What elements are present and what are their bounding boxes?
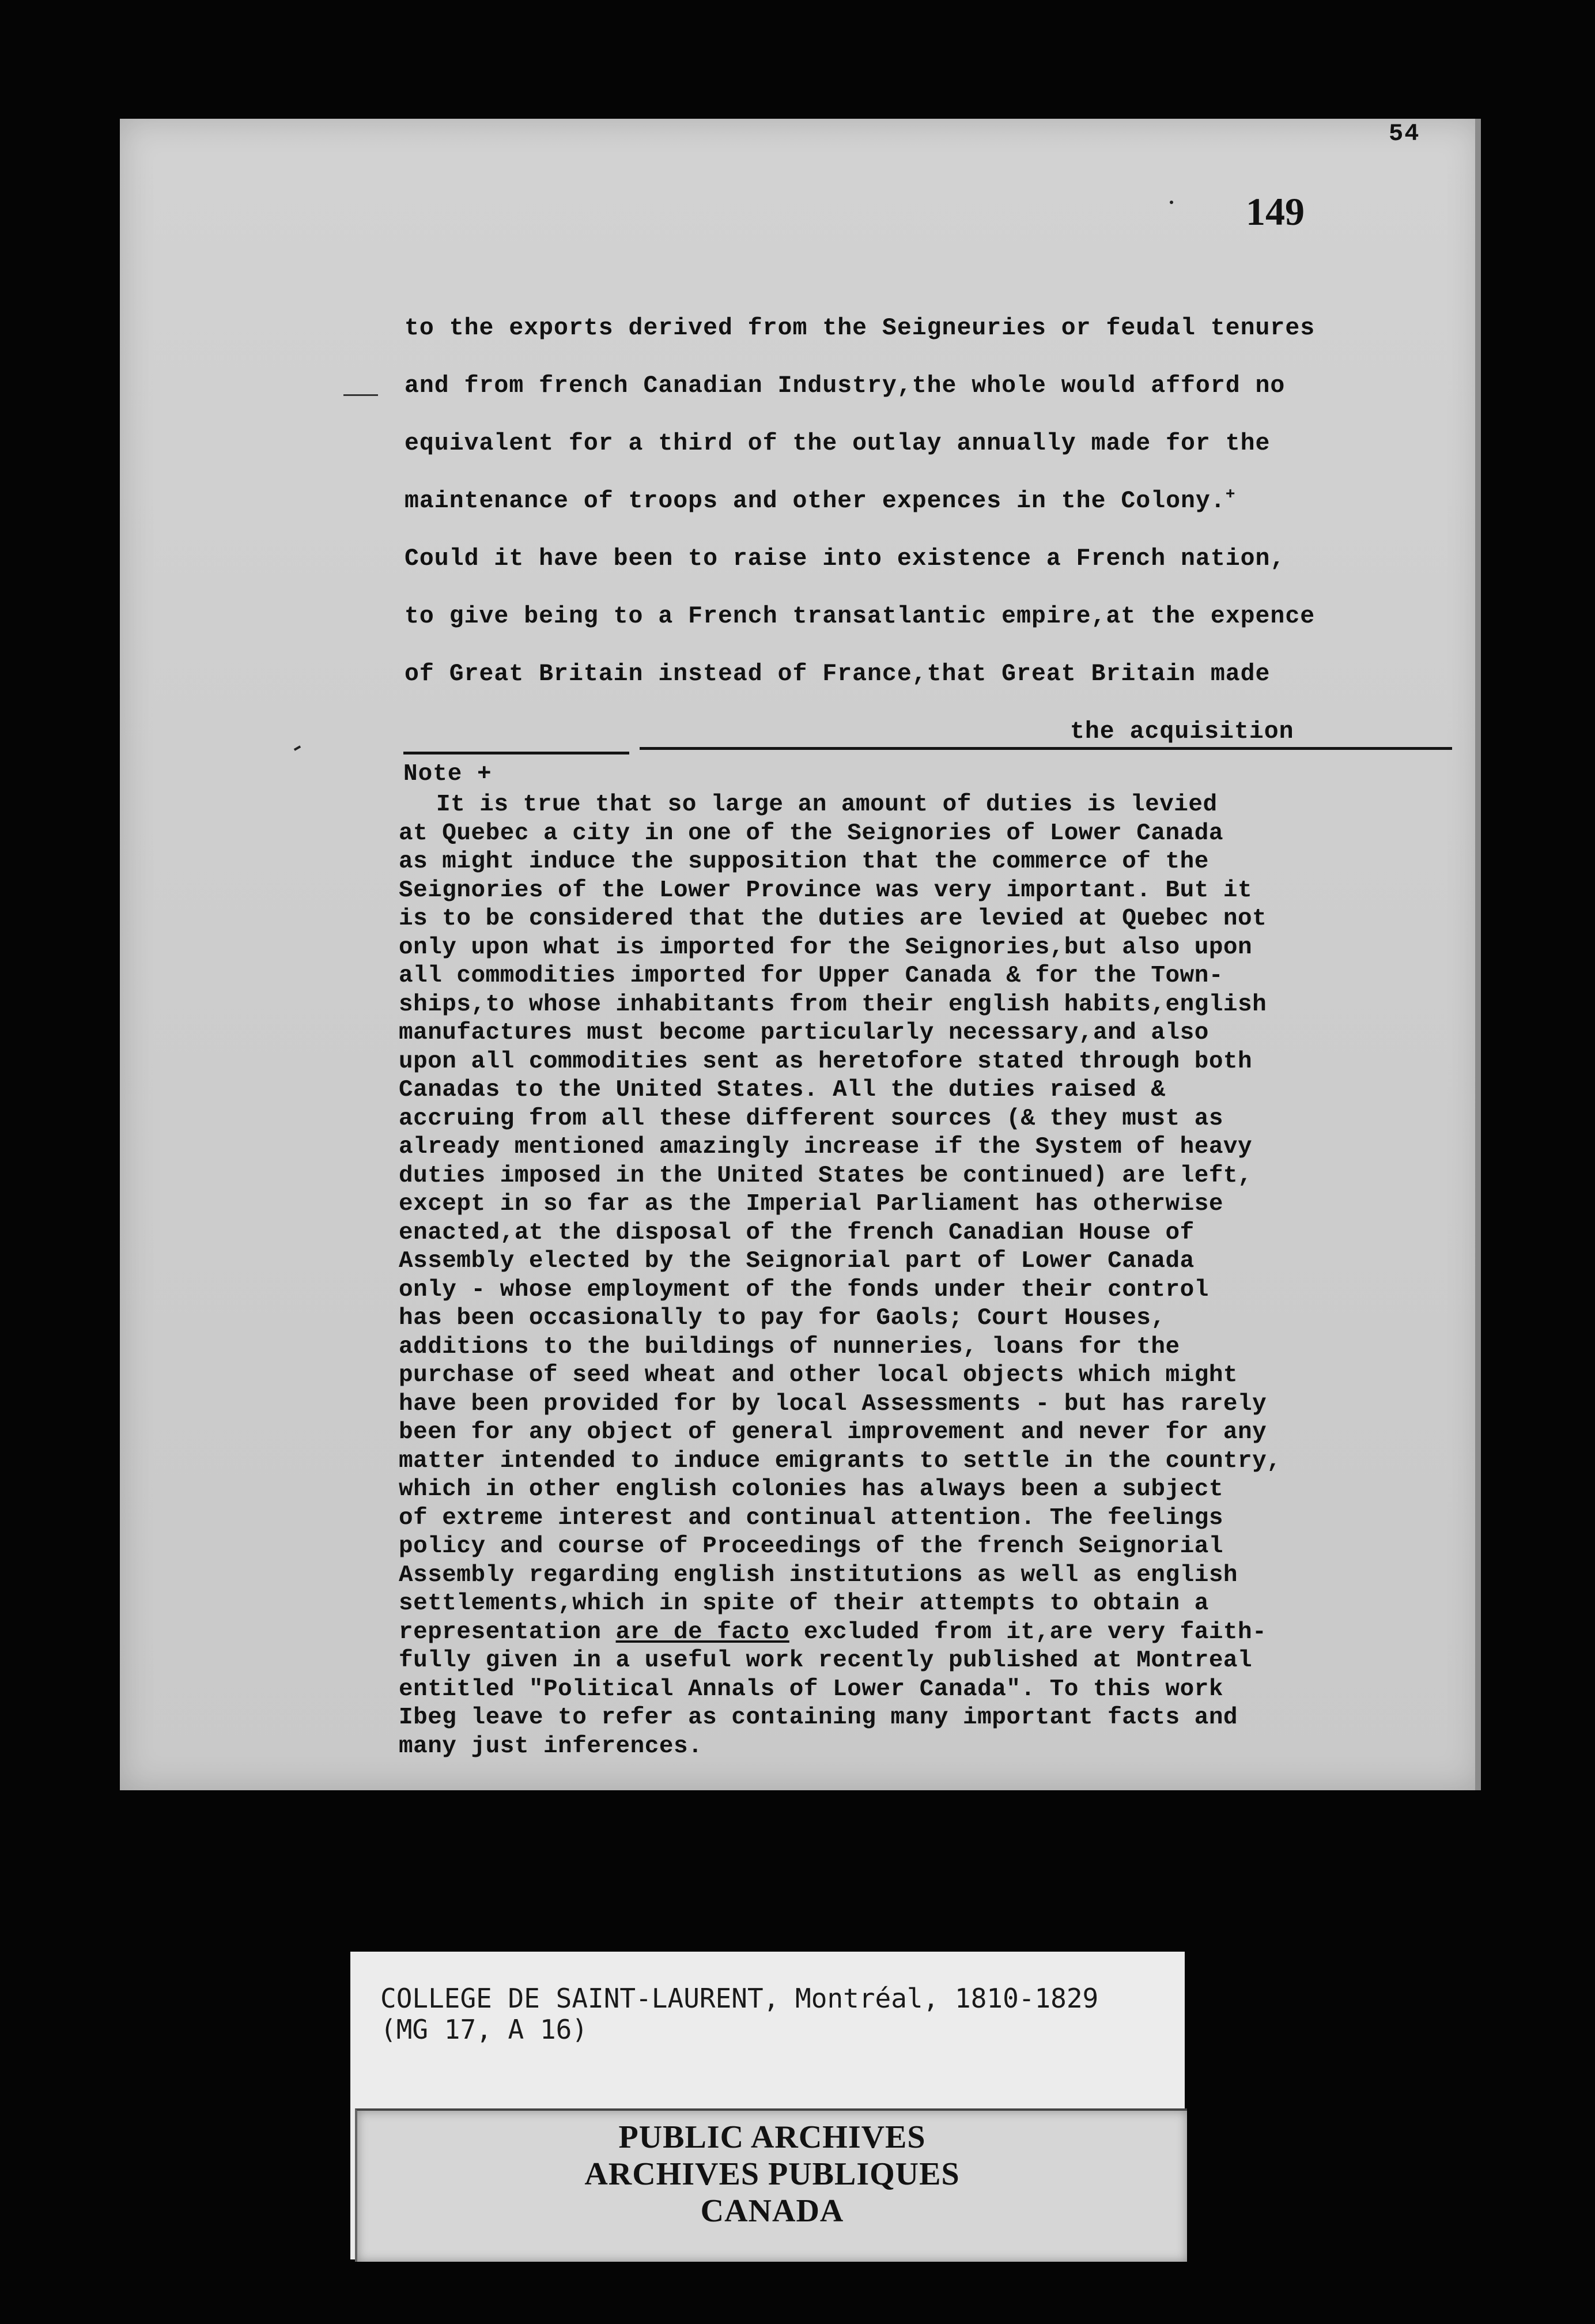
note-line: manufactures must become particularly necessary,and also bbox=[399, 1020, 1209, 1046]
body-line: Could it have been to raise into existence a French nation, bbox=[405, 545, 1286, 572]
ink-speck bbox=[1170, 201, 1173, 204]
note-line: fully given in a useful work recently published at Montreal bbox=[399, 1647, 1253, 1674]
note-line: Assembly regarding english institutions as well as english bbox=[399, 1561, 1238, 1589]
note-line: duties imposed in the United States be continued) are left, bbox=[399, 1162, 1253, 1189]
note-text-segment: excluded from it,are very faith- bbox=[789, 1618, 1267, 1646]
note-line: additions to the buildings of nunneries, loans for the bbox=[399, 1333, 1180, 1360]
body-line: equivalent for a third of the outlay annually made for the bbox=[405, 430, 1271, 457]
main-body-text bbox=[405, 300, 1315, 761]
fonds-title: COLLEGE DE SAINT-LAURENT, Montréal, 1810-1829 bbox=[380, 1983, 1099, 2014]
note-line: settlements,which in spite of their attempts to obtain a bbox=[399, 1590, 1209, 1617]
note-line: policy and course of Proceedings of the french Seignorial bbox=[399, 1533, 1223, 1560]
stamp-line-french: ARCHIVES PUBLIQUES bbox=[584, 2156, 960, 2192]
note-line: only upon what is imported for the Seignories,but also upon bbox=[399, 934, 1253, 961]
body-line: and from french Canadian Industry,the whole would afford no bbox=[405, 372, 1286, 399]
note-line: only - whose employment of the fonds under their control bbox=[399, 1276, 1209, 1303]
footnote-rule bbox=[640, 747, 1452, 750]
note-line: accruing from all these different sources (& they must as bbox=[399, 1105, 1223, 1132]
note-text-segment: representation bbox=[399, 1618, 616, 1646]
note-line: entitled "Political Annals of Lower Canada". To this work bbox=[399, 1676, 1223, 1703]
body-line: of Great Britain instead of France,that Great Britain made bbox=[405, 661, 1271, 688]
note-line: Assembly elected by the Seignorial part of Lower Canada bbox=[399, 1248, 1195, 1274]
margin-mark bbox=[343, 394, 378, 396]
footnote-marker: + bbox=[1225, 486, 1236, 504]
stamp-line-english: PUBLIC ARCHIVES bbox=[618, 2119, 926, 2155]
note-line: It is true that so large an amount of duties is levied bbox=[436, 791, 1218, 818]
folio-number: 54 bbox=[1389, 120, 1420, 148]
page-number: 149 bbox=[1246, 190, 1305, 233]
note-line: already mentioned amazingly increase if the System of heavy bbox=[399, 1134, 1253, 1160]
note-line: have been provided for by local Assessments - but has rarely bbox=[399, 1390, 1267, 1417]
body-line: to the exports derived from the Seigneuries or feudal tenures bbox=[405, 315, 1316, 342]
archive-label-card bbox=[350, 1952, 1185, 2259]
note-line bbox=[399, 1618, 1459, 1647]
note-line: of extreme interest and continual attention. The feelings bbox=[399, 1504, 1223, 1531]
fonds-call-number: (MG 17, A 16) bbox=[380, 2014, 588, 2045]
note-line: Ibeg leave to refer as containing many important facts and bbox=[399, 1704, 1238, 1731]
body-line-text: maintenance of troops and other expences in the Colony. bbox=[405, 488, 1226, 515]
note-heading: Note + bbox=[403, 761, 492, 787]
note-line: Seignories of the Lower Province was very important. But it bbox=[399, 877, 1253, 904]
note-line: which in other english colonies has always been a subject bbox=[399, 1476, 1223, 1503]
note-line: except in so far as the Imperial Parliament has otherwise bbox=[399, 1191, 1223, 1217]
note-line: upon all commodities sent as heretofore stated through both bbox=[399, 1048, 1253, 1075]
note-line: purchase of seed wheat and other local objects which might bbox=[399, 1362, 1238, 1389]
body-line: to give being to a French transatlantic empire,at the expence bbox=[405, 603, 1316, 630]
note-line: matter intended to induce emigrants to settle in the country, bbox=[399, 1447, 1282, 1474]
note-line: at Quebec a city in one of the Seignories of Lower Canada bbox=[399, 820, 1223, 847]
footnote-rule bbox=[403, 752, 629, 754]
note-line: Canadas to the United States. All the duties raised & bbox=[399, 1077, 1166, 1103]
stamp-line-country: CANADA bbox=[700, 2193, 844, 2229]
page-edge-shadow bbox=[1475, 119, 1481, 1790]
footnote-text bbox=[399, 791, 1459, 1761]
fonds-reference bbox=[380, 1983, 1098, 2045]
underlined-phrase: are de facto bbox=[615, 1618, 789, 1646]
note-line: many just inferences. bbox=[399, 1733, 703, 1760]
note-line: has been occasionally to pay for Gaols; Court Houses, bbox=[399, 1305, 1166, 1331]
archives-stamp bbox=[355, 2108, 1187, 2262]
body-line bbox=[405, 473, 1315, 530]
note-line: all commodities imported for Upper Canada & for the Town- bbox=[399, 963, 1223, 989]
note-line: as might induce the supposition that the commerce of the bbox=[399, 848, 1209, 875]
note-line: is to be considered that the duties are levied at Quebec not bbox=[399, 906, 1267, 932]
note-line: been for any object of general improvement and never for any bbox=[399, 1419, 1267, 1446]
note-line: enacted,at the disposal of the french Canadian House of bbox=[399, 1219, 1195, 1246]
catchword-line: the acquisition bbox=[1070, 718, 1294, 745]
note-line: ships,to whose inhabitants from their english habits,english bbox=[399, 991, 1267, 1018]
